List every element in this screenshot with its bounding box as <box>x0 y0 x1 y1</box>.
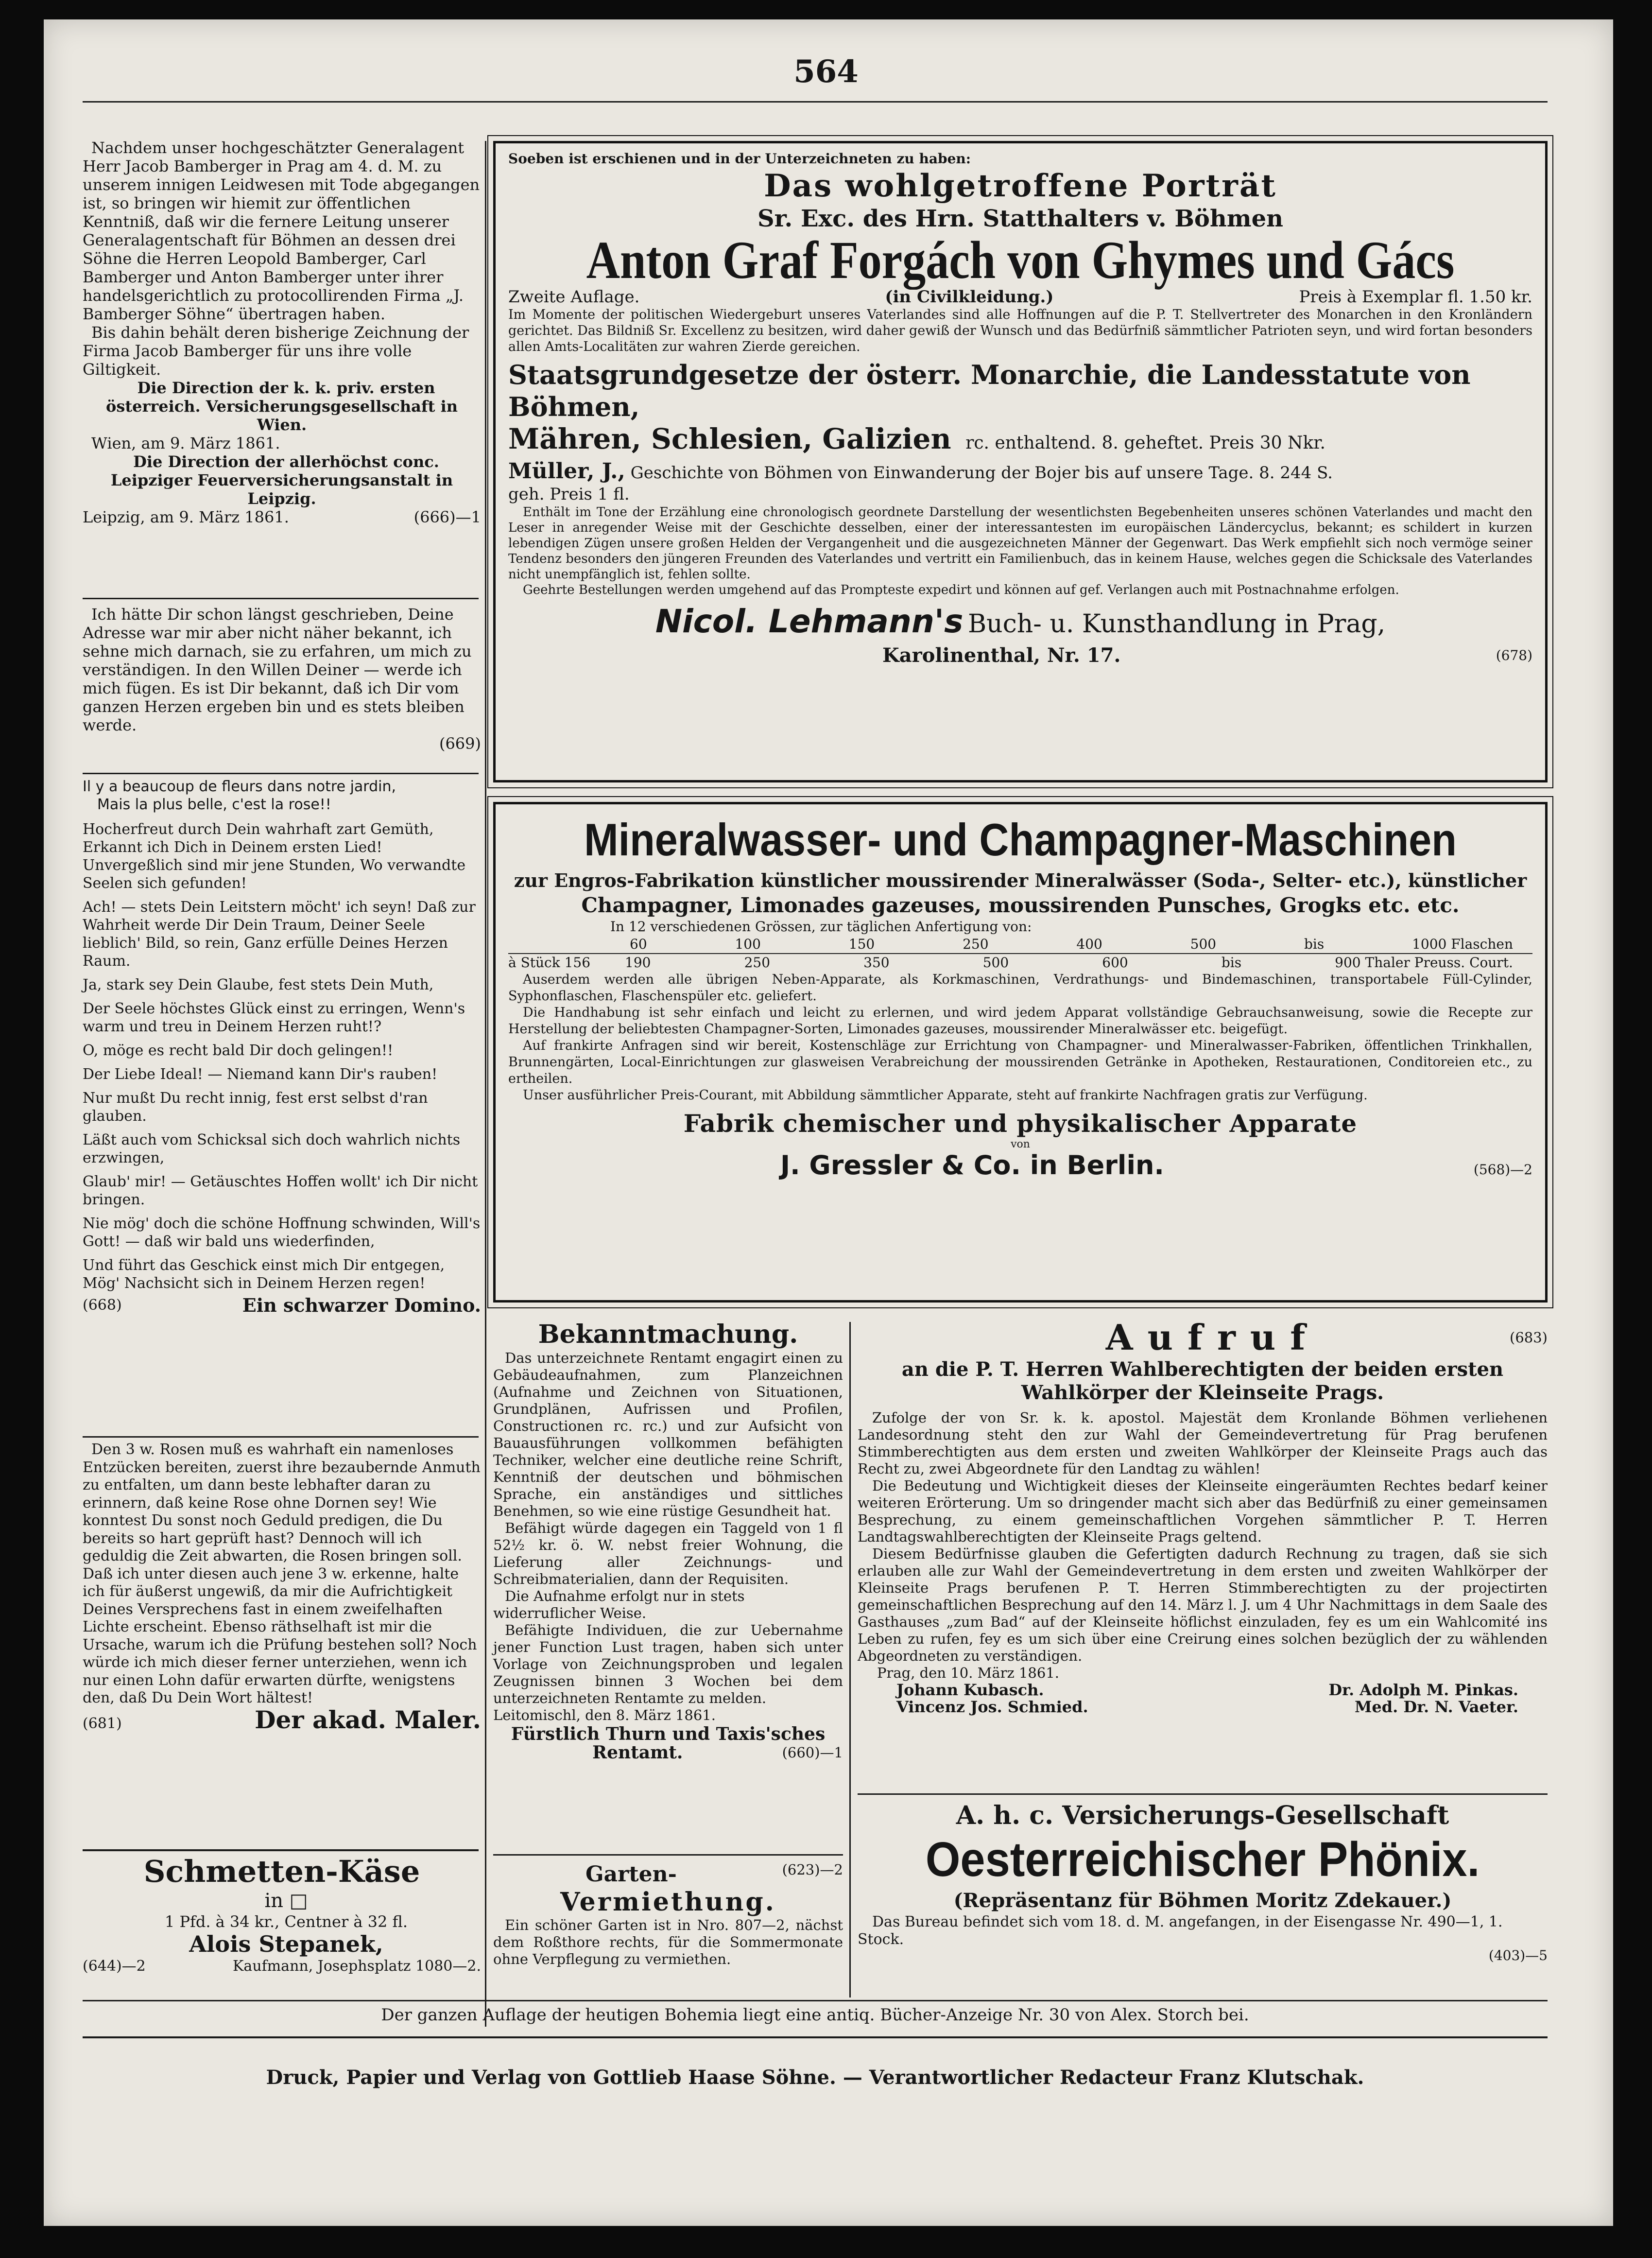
footer-rule <box>83 2000 1548 2001</box>
divider <box>858 1793 1548 1795</box>
mineralwasser-p3: Auf frankirte Anfragen sind wir bereit, Kostenschläge zur Errichtung von Champagner- und Mineralwasser-Fabriken, öffentlichen Trinkhallen, Brunnengärten, Local-Einrichtungen zur glasweisen Verabreichung der moussirenden Getränke in Apotheken, Restaurationen, Conditoreien etc., zu ertheilen. <box>508 1038 1532 1086</box>
bamberger-notice <box>83 139 481 526</box>
portrait-price: Preis à Exemplar fl. 1.50 kr. <box>1299 287 1532 307</box>
notice-date-2: Leipzig, am 9. März 1861. <box>83 508 289 526</box>
poem-stanza-1: Hocherfreut durch Dein wahrhaft zart Gemüth, Erkannt ich Dich in Deinem ersten Lied! Unvergeßlich sind mir jene Stunden, Wo verwandte Seelen sich gefunden! <box>83 821 466 892</box>
poem-stanza-8: Läßt auch vom Schicksal sich doch wahrlich nichts erzwingen, <box>83 1131 461 1166</box>
bekanntmachung-number: (660)—1 <box>782 1744 843 1761</box>
poem-signature: Ein schwarzer Domino. <box>242 1294 481 1316</box>
bekanntmachung-p4: Befähigte Individuen, die zur Uebernahme jener Function Lust tragen, haben sich unter Vorlage von Zeichnungsproben und legalen Zeugnissen binnen 3 Wochen bei dem unterzeichneten Rentamte zu melden. <box>493 1622 843 1706</box>
prices-row <box>625 954 1532 972</box>
book-1-title-2: Mähren, Schlesien, Galizien <box>508 422 951 455</box>
portrait-title-2: Sr. Exc. des Hrn. Statthalters v. Böhmen <box>757 205 1284 232</box>
publisher-description: Buch- u. Kunsthandlung in Prag, <box>967 609 1386 639</box>
divider <box>493 1854 843 1856</box>
aufruf-title: Aufruf <box>1105 1317 1320 1358</box>
garten-title-2: Vermiethung. <box>560 1887 776 1917</box>
poem-stanza-7: Nur mußt Du recht innig, fest erst selbst d'ran glauben. <box>83 1090 428 1125</box>
phoenix-line-1: A. h. c. Versicherungs-Gesellschaft <box>956 1801 1449 1830</box>
aufruf-subtitle-1: an die P. T. Herren Wahlberechtigten der beiden ersten <box>901 1358 1504 1381</box>
notice-text-2: Bis dahin behält deren bisherige Zeichnung der Firma Jacob Bamberger für uns ihre volle Giltigkeit. <box>83 323 469 379</box>
portrait-ad-box <box>493 141 1548 782</box>
phoenix-representation: (Repräsentanz für Böhmen Moritz Zdekauer.) <box>953 1889 1452 1912</box>
phoenix-title: Oesterreichischer Phönix. <box>925 1832 1480 1887</box>
portrait-description: Im Momente der politischen Wiedergeburt unseres Vaterlandes sind alle Hoffnungen auf die P. T. Stellvertreter des Monarchen in den Kronländern gerichtet. Das Bildniß Sr. Excellenz zu besitzen, wird daher gewiß der Wunsch und das Bedürfniß sämmtlicher Patrioten seyn, und wird fortan besonders allen Amts-Localitäten zur wahren Zierde gereichen. <box>508 307 1532 354</box>
bekanntmachung-p3: Die Aufnahme erfolgt nur in stets widerruflicher Weise. <box>493 1588 745 1621</box>
bekanntmachung-p2: Befähigt würde dagegen ein Taggeld von 1 fl 52½ kr. ö. W. nebst freier Wohnung, die Lieferung aller Zeichnungs- und Schreibmaterialien, dann der Requisiten. <box>493 1520 843 1587</box>
mineralwasser-p4: Unser ausführlicher Preis-Courant, mit Abbildung sämmtlicher Apparate, steht auf frankirte Nachfragen gratis zur Verfügung. <box>523 1088 1368 1103</box>
book-2-title: Geschichte von Böhmen von Einwanderung der Bojer bis auf unsere Tage. 8. 244 S. <box>630 463 1333 483</box>
divider <box>83 773 479 774</box>
portrait-title-1: Das wohlgetroffene Porträt <box>764 168 1277 204</box>
bekanntmachung-title: Bekanntmachung. <box>538 1320 798 1349</box>
mineralwasser-title: Mineralwasser- und Champagner-Maschinen <box>584 814 1457 865</box>
mineralwasser-p2: Die Handhabung ist sehr einfach und leicht zu erlernen, und wird jedem Apparat vollständige Gebrauchsanweisung, sowie die Recepte zur Herstellung der beliebtesten Champagner-Sorten, Limonades gazeuses, moussirender Mineralwässer etc. beigefügt. <box>508 1005 1532 1037</box>
von-line: von <box>1011 1138 1030 1150</box>
notice-date-1: Wien, am 9. März 1861. <box>91 434 280 452</box>
book-2-price: geh. Preis 1 fl. <box>508 485 630 504</box>
portrait-dress: (in Civilkleidung.) <box>885 287 1054 307</box>
roses-signature: Der akad. Maler. <box>255 1705 481 1734</box>
cheese-ad <box>83 1854 481 1976</box>
divider <box>83 1849 479 1851</box>
bekanntmachung-signature-1: Fürstlich Thurn und Taxis'sches <box>511 1724 826 1744</box>
size-value-2: 150 <box>848 936 875 952</box>
garten-text: Ein schöner Garten ist in Nro. 807—2, nächst dem Roßthore rechts, für die Sommermonate ohne Verpflegung zu vermiethen. <box>493 1917 843 1967</box>
price-value-0: 190 <box>625 955 651 971</box>
phoenix-text: Das Bureau befindet sich vom 18. d. M. angefangen, in der Eisengasse Nr. 490—1, 1. Stock. <box>858 1913 1503 1948</box>
poem-stanza-6: Der Liebe Ideal! — Niemand kann Dir's rauben! <box>83 1066 438 1083</box>
cheese-merchant: Alois Stepanek, <box>189 1931 383 1957</box>
roses-text: Den 3 w. Rosen muß es wahrhaft ein namenloses Entzücken bereiten, zuerst ihre bezaubernde Anmuth zu entfalten, um dann beste lebhafter daran zu erinnern, daß keine Rose ohne Dornen sey! Wie konntest Du sonst noch Geduld predigen, die Du bereits so hart geprüft hast? Dennoch will ich geduldig die Zeit abwarten, die Rosen bringen soll. Daß ich unter diesen auch jene 3 w. erkenne, halte ich für äußerst ungewiß, da mir die Aufrichtigkeit Deines Versprechens fast in einem zweifelhaften Lichte erscheint. Ebenso räthselhaft ist mir die Ursache, warum ich die Prüfung bestehen soll? Noch würde ich mich dieser ferner unterziehen, wenn ich nur einen Lohn dafür erwarten dürfte, wenigstens den, daß Du Dein Wort hältest! <box>83 1441 481 1706</box>
roses-notice <box>83 1441 481 1733</box>
cheese-title: Schmetten-Käse <box>143 1854 420 1889</box>
mineralwasser-subtitle-1: zur Engros-Fabrikation künstlicher moussirender Mineralwässer (Soda-, Selter- etc.), künstlicher <box>514 869 1527 891</box>
prices-label: à Stück 156 <box>508 955 591 971</box>
letter-number: (669) <box>439 734 481 753</box>
bekanntmachung-signature-2: Rentamt. <box>592 1742 683 1763</box>
book-2-description: Enthält im Tone der Erzählung eine chronologisch geordnete Darstellung der wesentlichsten Begebenheiten unseres schönen Vaterlandes und macht den Leser in anregender Weise mit der Geschichte desselben, einer der interessantesten im europäischen Ländercyclus, bekannt; es schildert in kurzen lebendigen Zügen unsere großen Helden der Vergangenheit und die ausgezeichneten Männer der Gegenwart. Das Werk empfiehlt sich noch vermöge seiner Tendenz besonders den jüngeren Freunden des Vaterlandes und vertritt ein Familienbuch, das in keinem Hause, welches gegen die Schicksale des Vaterlandes nicht unempfänglich ist, fehlen sollte. <box>508 505 1532 582</box>
aufruf-p3: Diesem Bedürfnisse glauben die Gefertigten dadurch Rechnung zu tragen, daß sie sich erlauben alle zur Wahl der Gemeindevertretung in dem ersten und zweiten Wahlkörper der Kleinseite Prags berufenen P. T. Herren Stimmberechtigten zu der projectirten gemeinschaftlichen Besprechung auf den 14. März l. J. um 4 Uhr Nachmittags in dem Saale des Gasthauses „zum Bad“ auf der Kleinseite höflichst einzuladen, fey es um ein Wahlcomité ins Leben zu rufen, fey es um sich über eine Creirung eines solchen bezüglich der zu wählenden Abgeordneten zu verständigen. <box>858 1546 1548 1664</box>
price-value-3: 500 <box>982 955 1009 971</box>
letter-text: Ich hätte Dir schon längst geschrieben, Deine Adresse war mir aber nicht näher bekannt, ich sehne mich darnach, sie zu erfahren, um mich zu verständigen. In den Willen Deiner — werde ich mich fügen. Es ist Dir bekannt, daß ich Dir vom ganzen Herzen ergeben bin und es stets bleiben werde. <box>83 605 472 734</box>
aufruf-p2: Die Bedeutung und Wichtigkeit dieses der Kleinseite eingeräumten Rechtes bedarf keiner weiteren Erörterung. Um so dringender macht sich aber das Bedürfniß zu einer gemeinsamen Besprechung, zu einem gemeinschaftlichen Vorgehen sämmtlicher P. T. Herren Landtagswahlberechtigten der Kleinseite Prags geltend. <box>858 1477 1548 1545</box>
price-value-6: 900 Thaler Preuss. Court. <box>1335 955 1513 971</box>
portrait-ad-number: (678) <box>1496 647 1532 663</box>
roses-number: (681) <box>83 1715 122 1732</box>
size-value-3: 250 <box>963 936 989 952</box>
portrait-intro: Soeben ist erschienen und in der Unterzeichneten zu haben: <box>508 151 971 167</box>
size-value-0: 60 <box>630 936 647 952</box>
mineralwasser-p1: Auserdem werden alle übrigen Neben-Apparate, als Korkmaschinen, Verdrathungs- und Bindemaschinen, transportabele Füll-Cylinder, Syphonflaschen, Flaschenspüler etc. geliefert. <box>508 972 1532 1004</box>
garten-ad <box>493 1861 843 1968</box>
book-2-author: Müller, J., <box>508 459 625 484</box>
mineralwasser-ad-number: (568)—2 <box>1473 1162 1532 1178</box>
poem-domino <box>83 778 481 1314</box>
private-letter-notice <box>83 605 481 753</box>
price-value-2: 350 <box>863 955 890 971</box>
book-1-title: Staatsgrundgesetze der österr. Monarchie, die Landesstatute von Böhmen, <box>508 359 1471 422</box>
publisher-address: Karolinenthal, Nr. 17. <box>882 644 1121 667</box>
poem-epigraph-1: Il y a beaucoup de fleurs dans notre jardin, <box>83 778 396 795</box>
cheese-address: Kaufmann, Josephsplatz 1080—2. <box>233 1958 481 1975</box>
order-note: Geehrte Bestellungen werden umgehend auf das Prompteste expedirt und können auf gef. Verlangen auch mit Postnachnahme erfolgen. <box>523 583 1399 597</box>
poem-stanza-9: Glaub' mir! — Getäuschtes Hoffen wollt' ich Dir nicht bringen. <box>83 1173 478 1208</box>
price-value-4: 600 <box>1102 955 1128 971</box>
sizes-intro: In 12 verschiedenen Grössen, zur täglichen Anfertigung von: <box>610 919 1032 935</box>
mineralwasser-ad-box <box>493 802 1548 1303</box>
price-value-5: bis <box>1221 955 1242 971</box>
cheese-line-1: in □ <box>264 1890 308 1912</box>
aufruf-date: Prag, den 10. März 1861. <box>877 1665 1059 1681</box>
poem-stanza-10: Nie mög' doch die schöne Hoffnung schwinden, Will's Gott! — daß wir bald uns wiederfinden, <box>83 1215 481 1250</box>
gressler-firm: J. Gressler & Co. in Berlin. <box>780 1150 1164 1181</box>
phoenix-number: (403)—5 <box>1488 1947 1548 1963</box>
bekanntmachung-date: Leitomischl, den 8. März 1861. <box>493 1707 716 1723</box>
sizes-row <box>508 936 1532 953</box>
poem-stanza-11: Und führt das Geschick einst mich Dir entgegen, Mög' Nachsicht sich in Deinem Herzen regen! <box>83 1257 445 1292</box>
poem-stanza-3: Ja, stark sey Dein Glaube, fest stets Dein Muth, <box>83 976 434 993</box>
phoenix-ad <box>858 1801 1548 1963</box>
size-value-4: 400 <box>1076 936 1102 952</box>
notice-signature-1: Die Direction der k. k. priv. ersten österreich. Versicherungsgesellschaft in Wien. <box>106 379 458 434</box>
aufruf-signer-1: Johann Kubasch. <box>896 1681 1044 1699</box>
poem-number: (668) <box>83 1297 122 1314</box>
portrait-edition: Zweite Auflage. <box>508 287 640 307</box>
size-value-7: 1000 Flaschen <box>1412 936 1513 952</box>
notice-signature-2: Die Direction der allerhöchst conc. Leipziger Feuerversicherungsanstalt in Leipzig. <box>110 452 453 508</box>
poem-stanza-2: Ach! — stets Dein Leitstern möcht' ich seyn! Daß zur Wahrheit werde Dir Dein Traum, Deiner Seele lieblich' Bild, so rein, Ganz erfülle Deines Herzen Raum. <box>83 899 476 970</box>
divider <box>83 598 479 599</box>
notice-number: (666)—1 <box>413 508 481 526</box>
mineralwasser-subtitle-2: Champagner, Limonades gazeuses, moussirenden Punsches, Grogks etc. etc. <box>581 893 1460 917</box>
column-rule <box>485 141 486 2027</box>
poem-epigraph-2: Mais la plus belle, c'est la rose!! <box>97 796 331 813</box>
poem-stanza-4: Der Seele höchstes Glück einst zu erringen, Wenn's warm und treu in Deinem Herzen ruht!? <box>83 1000 465 1035</box>
cheese-number: (644)—2 <box>83 1958 146 1975</box>
fabrik-line: Fabrik chemischer und physikalischer Apparate <box>683 1109 1358 1138</box>
imprint: Druck, Papier und Verlag von Gottlieb Haase Söhne. — Verantwortlicher Redacteur Franz Klutschak. <box>266 2066 1364 2089</box>
size-value-5: 500 <box>1190 936 1217 952</box>
beilage-note: Der ganzen Auflage der heutigen Bohemia liegt eine antiq. Bücher-Anzeige Nr. 30 von Alex. Storch bei. <box>381 2005 1249 2025</box>
footer-rule-2 <box>83 2036 1548 2038</box>
garten-number: (623)—2 <box>782 1861 843 1878</box>
aufruf <box>858 1317 1548 1716</box>
bekanntmachung <box>493 1320 843 1761</box>
size-value-1: 100 <box>735 936 761 952</box>
aufruf-signer-4: Med. Dr. N. Vaeter. <box>1354 1698 1518 1716</box>
notice-text: Nachdem unser hochgeschätzter Generalagent Herr Jacob Bamberger in Prag am 4. d. M. zu unserem innigen Leidwesen mit Tode abgegangen ist, so bringen wir hiemit zur öffentlichen Kenntniß, daß wir die fernere Leitung unserer Generalagentschaft für Böhmen an dessen drei Söhne die Herren Leopold Bamberger, Carl Bamberger und Anton Bamberger unter ihrer handelsgerichtlich zu protocollirenden Firma „J. Bamberger Söhne“ übertragen haben. <box>83 139 480 323</box>
bekanntmachung-p1: Das unterzeichnete Rentamt engagirt einen zu Gebäudeaufnahmen, zum Planzeichnen (Aufnahme und Zeichnen von Situationen, Grundplänen, Aufrissen und Profilen, Constructionen rc. rc.) und zur Aufsicht von Bauausführungen vollkommen befähigten Techniker, welcher eine deutliche reine Schrift, Kenntniß der deutschen und böhmischen Sprache, ein anständiges und sittliches Benehmen, so wie eine rüstige Gesundheit hat. <box>493 1350 843 1519</box>
aufruf-signer-2: Dr. Adolph M. Pinkas. <box>1328 1681 1518 1699</box>
cheese-prices: 1 Pfd. à 34 kr., Centner à 32 fl. <box>164 1912 408 1931</box>
aufruf-p1: Zufolge der von Sr. k. k. apostol. Majestät dem Kronlande Böhmen verliehenen Landesordnung steht den zur Wahl der Gemeindevertretung für Prag berufenen Stimmberechtigten aus dem ersten und zweiten Wahlkörper der Kleinseite Prags auch das Recht zu, zwei Abgeordnete für den Landtag zu wählen! <box>858 1409 1548 1477</box>
divider <box>83 1436 479 1438</box>
aufruf-signer-3: Vincenz Jos. Schmied. <box>896 1698 1088 1716</box>
aufruf-subtitle-2: Wahlkörper der Kleinseite Prags. <box>1021 1381 1384 1404</box>
garten-title-1: Garten- <box>585 1862 677 1887</box>
book-1-details: rc. enthaltend. 8. geheftet. Preis 30 Nkr. <box>965 433 1325 453</box>
publisher-name: Nicol. Lehmann's <box>655 603 964 640</box>
aufruf-number: (683) <box>1510 1329 1548 1346</box>
column-rule <box>849 1322 851 1997</box>
poem-stanza-5: O, möge es recht bald Dir doch gelingen!! <box>83 1042 394 1059</box>
size-value-6: bis <box>1304 936 1325 952</box>
price-value-1: 250 <box>744 955 771 971</box>
portrait-title-3: Anton Graf Forgách von Ghymes und Gács <box>586 229 1455 290</box>
page-number: 564 <box>793 53 859 90</box>
header-rule <box>83 101 1548 103</box>
